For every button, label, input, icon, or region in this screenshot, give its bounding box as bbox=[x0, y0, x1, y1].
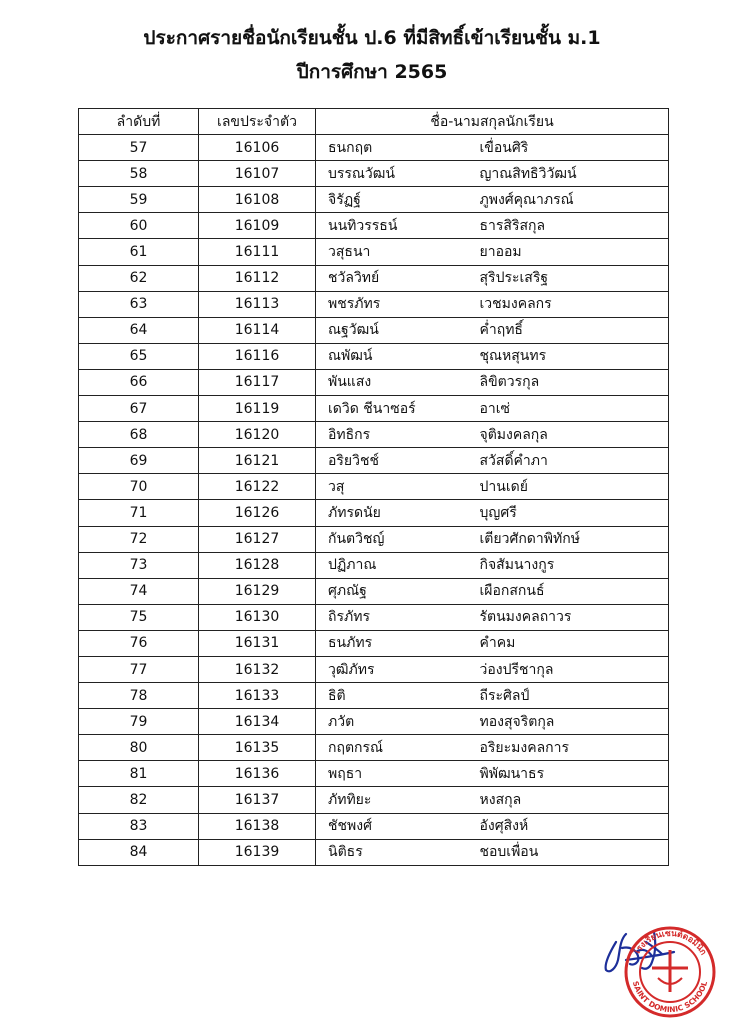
row-order-number: 68 bbox=[79, 422, 199, 448]
table-row bbox=[79, 161, 669, 187]
row-order-number: 69 bbox=[79, 448, 199, 474]
row-last-name: บุญศรี bbox=[476, 500, 669, 526]
table-row bbox=[79, 265, 669, 291]
row-student-id: 16122 bbox=[199, 474, 316, 500]
row-first-name: ถิรภัทร bbox=[316, 604, 476, 630]
row-first-name: วสุ bbox=[316, 474, 476, 500]
row-student-id: 16117 bbox=[199, 369, 316, 395]
row-order-number: 62 bbox=[79, 265, 199, 291]
row-student-id: 16107 bbox=[199, 161, 316, 187]
row-student-id: 16114 bbox=[199, 317, 316, 343]
table-row bbox=[79, 291, 669, 317]
row-order-number: 65 bbox=[79, 343, 199, 369]
table-row bbox=[79, 761, 669, 787]
row-first-name: ภวัต bbox=[316, 709, 476, 735]
row-last-name: เขื่อนศิริ bbox=[476, 135, 669, 161]
header-student-name: ชื่อ-นามสกุลนักเรียน bbox=[316, 109, 669, 135]
table-header-row bbox=[79, 109, 669, 135]
row-order-number: 59 bbox=[79, 187, 199, 213]
row-student-id: 16108 bbox=[199, 187, 316, 213]
row-order-number: 66 bbox=[79, 369, 199, 395]
row-last-name: จุติมงคลกุล bbox=[476, 422, 669, 448]
table-row bbox=[79, 578, 669, 604]
row-first-name: ธนกฤต bbox=[316, 135, 476, 161]
row-student-id: 16126 bbox=[199, 500, 316, 526]
row-order-number: 78 bbox=[79, 683, 199, 709]
row-first-name: ศุภณัฐ bbox=[316, 578, 476, 604]
row-last-name: หงสกุล bbox=[476, 787, 669, 813]
row-first-name: กฤตกรณ์ bbox=[316, 735, 476, 761]
row-student-id: 16120 bbox=[199, 422, 316, 448]
row-last-name: ธารสิริสกุล bbox=[476, 213, 669, 239]
header-student-id: เลขประจำตัว bbox=[199, 109, 316, 135]
table-row bbox=[79, 787, 669, 813]
row-order-number: 83 bbox=[79, 813, 199, 839]
row-order-number: 58 bbox=[79, 161, 199, 187]
page-title: ประกาศรายชื่อนักเรียนชั้น ป.6 ที่มีสิทธิ์เข้าเรียนชั้น ม.1 bbox=[143, 27, 601, 49]
row-student-id: 16134 bbox=[199, 709, 316, 735]
row-student-id: 16130 bbox=[199, 604, 316, 630]
academic-year-title: ปีการศึกษา 2565 bbox=[296, 61, 448, 83]
table-row bbox=[79, 839, 669, 865]
row-student-id: 16137 bbox=[199, 787, 316, 813]
row-first-name: พฤธา bbox=[316, 761, 476, 787]
row-last-name: สวัสดิ์คำภา bbox=[476, 448, 669, 474]
table-row bbox=[79, 448, 669, 474]
row-first-name: ณฐวัฒน์ bbox=[316, 317, 476, 343]
table-row bbox=[79, 317, 669, 343]
row-student-id: 16106 bbox=[199, 135, 316, 161]
row-student-id: 16136 bbox=[199, 761, 316, 787]
table-row bbox=[79, 187, 669, 213]
row-order-number: 63 bbox=[79, 291, 199, 317]
row-first-name: วุฒิภัทร bbox=[316, 656, 476, 682]
row-order-number: 80 bbox=[79, 735, 199, 761]
row-last-name: อริยะมงคลการ bbox=[476, 735, 669, 761]
row-last-name: ปานเดย์ bbox=[476, 474, 669, 500]
table-row bbox=[79, 656, 669, 682]
row-first-name: กันตวิชญ์ bbox=[316, 526, 476, 552]
row-order-number: 82 bbox=[79, 787, 199, 813]
row-order-number: 77 bbox=[79, 656, 199, 682]
row-order-number: 71 bbox=[79, 500, 199, 526]
row-first-name: จิรัฏฐ์ bbox=[316, 187, 476, 213]
row-first-name: ภัททิยะ bbox=[316, 787, 476, 813]
table-row bbox=[79, 343, 669, 369]
row-first-name: เดวิด ชีนาซอร์ bbox=[316, 396, 476, 422]
row-first-name: วสุธนา bbox=[316, 239, 476, 265]
seal-bottom-text: SAINT DOMINIC SCHOOL bbox=[630, 980, 710, 1015]
table-row bbox=[79, 135, 669, 161]
header-order-number: ลำดับที่ bbox=[79, 109, 199, 135]
row-student-id: 16135 bbox=[199, 735, 316, 761]
table-body bbox=[79, 135, 669, 866]
seal-top-text: โรงเรียนเซนต์ดอมินิก bbox=[631, 928, 709, 958]
row-student-id: 16121 bbox=[199, 448, 316, 474]
row-order-number: 81 bbox=[79, 761, 199, 787]
table-row bbox=[79, 604, 669, 630]
row-last-name: อังศุสิงห์ bbox=[476, 813, 669, 839]
row-first-name: อริยวิชช์ bbox=[316, 448, 476, 474]
row-student-id: 16138 bbox=[199, 813, 316, 839]
table-row bbox=[79, 735, 669, 761]
row-last-name: เผือกสกนธ์ bbox=[476, 578, 669, 604]
row-student-id: 16127 bbox=[199, 526, 316, 552]
row-student-id: 16131 bbox=[199, 630, 316, 656]
table-row bbox=[79, 630, 669, 656]
row-last-name: พิพัฒนาธร bbox=[476, 761, 669, 787]
row-first-name: ธิติ bbox=[316, 683, 476, 709]
row-last-name: ชุณหสุนทร bbox=[476, 343, 669, 369]
table-row bbox=[79, 396, 669, 422]
row-last-name: ว่องปรีชากุล bbox=[476, 656, 669, 682]
row-last-name: กิจสัมนางกูร bbox=[476, 552, 669, 578]
row-order-number: 74 bbox=[79, 578, 199, 604]
row-order-number: 67 bbox=[79, 396, 199, 422]
row-order-number: 64 bbox=[79, 317, 199, 343]
row-first-name: พันแสง bbox=[316, 369, 476, 395]
row-student-id: 16113 bbox=[199, 291, 316, 317]
student-list-table bbox=[78, 108, 669, 866]
row-student-id: 16129 bbox=[199, 578, 316, 604]
row-last-name: เวชมงคลกร bbox=[476, 291, 669, 317]
row-student-id: 16119 bbox=[199, 396, 316, 422]
table-row bbox=[79, 526, 669, 552]
row-student-id: 16132 bbox=[199, 656, 316, 682]
row-first-name: ภัทรดนัย bbox=[316, 500, 476, 526]
row-last-name: ญาณสิทธิวิวัฒน์ bbox=[476, 161, 669, 187]
row-order-number: 79 bbox=[79, 709, 199, 735]
row-student-id: 16116 bbox=[199, 343, 316, 369]
row-last-name: อาเซ่ bbox=[476, 396, 669, 422]
table-row bbox=[79, 239, 669, 265]
row-first-name: ณพัฒน์ bbox=[316, 343, 476, 369]
row-last-name: ทองสุจริตกุล bbox=[476, 709, 669, 735]
table-row bbox=[79, 683, 669, 709]
table-row bbox=[79, 369, 669, 395]
row-order-number: 84 bbox=[79, 839, 199, 865]
row-last-name: ภูพงศ์คุณาภรณ์ bbox=[476, 187, 669, 213]
table-row bbox=[79, 213, 669, 239]
row-order-number: 61 bbox=[79, 239, 199, 265]
row-student-id: 16128 bbox=[199, 552, 316, 578]
row-last-name: ค่ำฤทธิ์ bbox=[476, 317, 669, 343]
row-order-number: 75 bbox=[79, 604, 199, 630]
seal-cross-icon bbox=[652, 950, 688, 992]
row-last-name: สุริประเสริฐ bbox=[476, 265, 669, 291]
row-student-id: 16139 bbox=[199, 839, 316, 865]
school-seal bbox=[616, 920, 724, 1020]
row-order-number: 57 bbox=[79, 135, 199, 161]
row-first-name: ชวัลวิทย์ bbox=[316, 265, 476, 291]
table-row bbox=[79, 500, 669, 526]
row-first-name: บรรณวัฒน์ bbox=[316, 161, 476, 187]
row-first-name: ชัชพงศ์ bbox=[316, 813, 476, 839]
row-first-name: พชรภัทร bbox=[316, 291, 476, 317]
table-row bbox=[79, 813, 669, 839]
row-order-number: 72 bbox=[79, 526, 199, 552]
row-student-id: 16133 bbox=[199, 683, 316, 709]
row-last-name: รัตนมงคลถาวร bbox=[476, 604, 669, 630]
row-order-number: 70 bbox=[79, 474, 199, 500]
row-last-name: ยาออม bbox=[476, 239, 669, 265]
row-student-id: 16112 bbox=[199, 265, 316, 291]
row-first-name: ปฏิภาณ bbox=[316, 552, 476, 578]
row-first-name: อิทธิกร bbox=[316, 422, 476, 448]
row-last-name: ชอบเพื่อน bbox=[476, 839, 669, 865]
row-first-name: นิติธร bbox=[316, 839, 476, 865]
row-student-id: 16109 bbox=[199, 213, 316, 239]
table-row bbox=[79, 474, 669, 500]
table-row bbox=[79, 552, 669, 578]
row-last-name: เตียวศักดาพิทักษ์ bbox=[476, 526, 669, 552]
row-student-id: 16111 bbox=[199, 239, 316, 265]
row-order-number: 60 bbox=[79, 213, 199, 239]
row-first-name: ธนภัทร bbox=[316, 630, 476, 656]
row-order-number: 73 bbox=[79, 552, 199, 578]
row-order-number: 76 bbox=[79, 630, 199, 656]
table-row bbox=[79, 422, 669, 448]
row-first-name: นนทิวรรธน์ bbox=[316, 213, 476, 239]
row-last-name: คำคม bbox=[476, 630, 669, 656]
table-row bbox=[79, 709, 669, 735]
row-last-name: ลิขิตวรกุล bbox=[476, 369, 669, 395]
row-last-name: ถีระศิลป์ bbox=[476, 683, 669, 709]
